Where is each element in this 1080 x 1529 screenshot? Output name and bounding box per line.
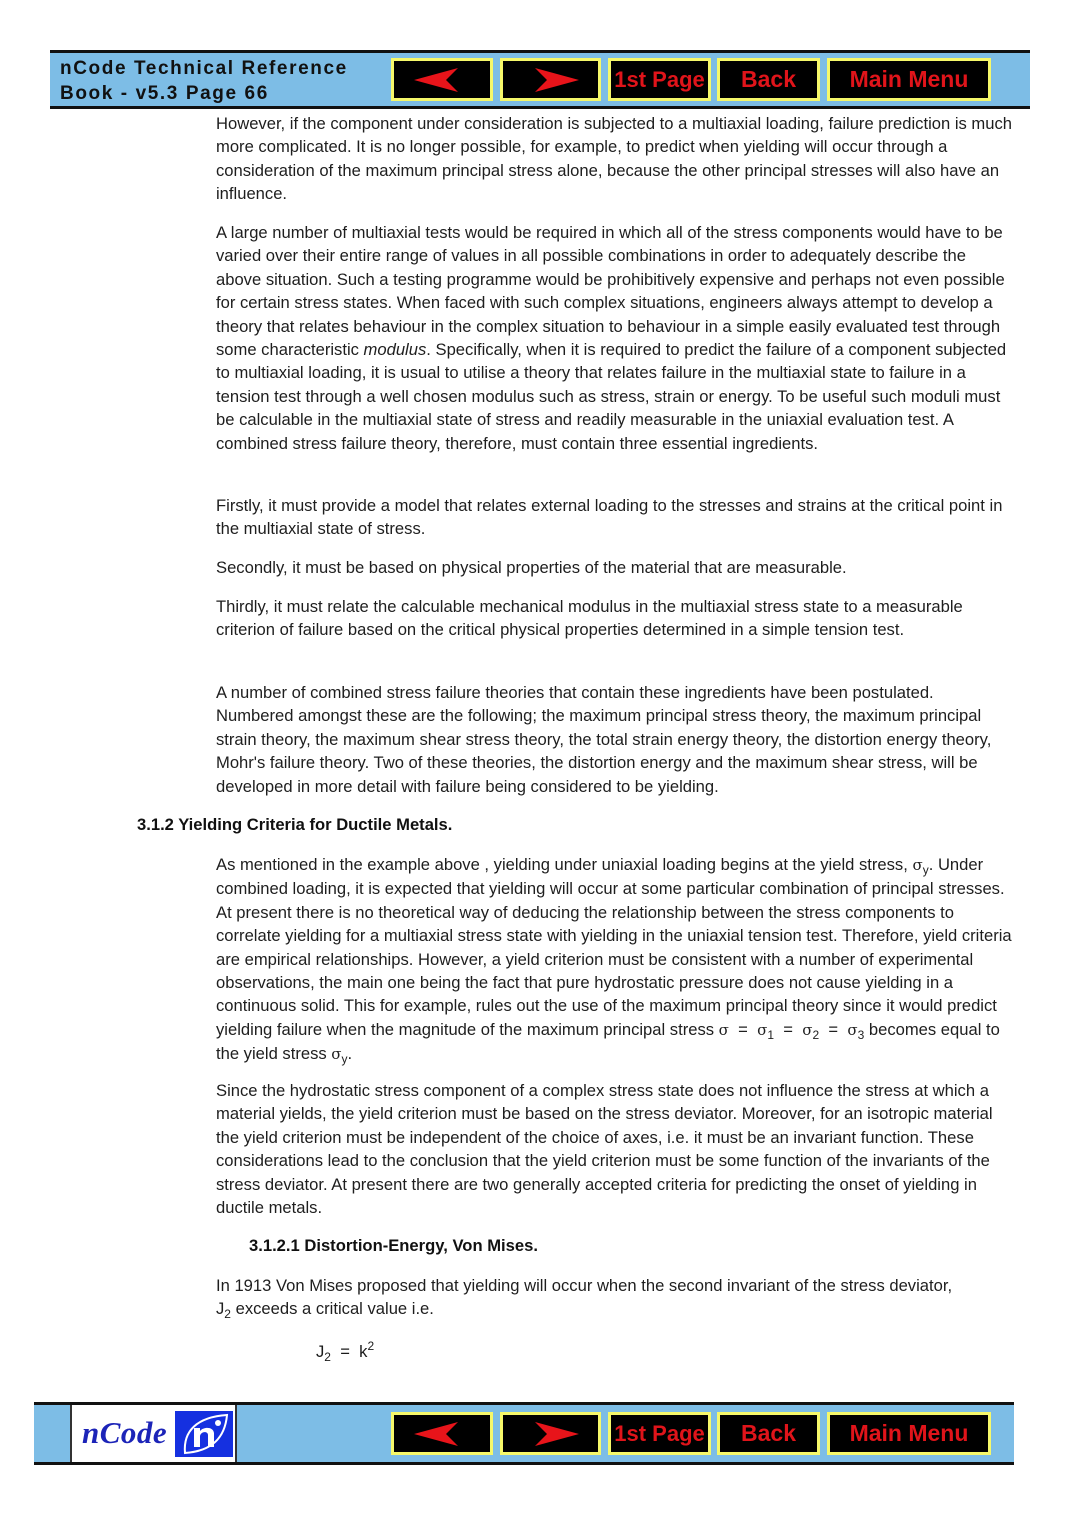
header-nav-bar	[50, 50, 1030, 109]
paragraph-multiaxial-intro: However, if the component under consideration is subjected to a multiaxial loading, failure prediction is much more complicated. It is no longer possible, for example, to predict when yielding will occur through a consideration of the maximum principal stress alone, because the other principal stresses will also have an influence.	[216, 114, 1013, 204]
first-page-button[interactable]: 1st Page	[608, 58, 711, 101]
main-menu-button[interactable]: Main Menu	[827, 58, 991, 101]
ncode-logo	[70, 1405, 237, 1462]
right-arrow-icon	[521, 68, 581, 92]
paragraph-stress-deviator: Since the hydrostatic stress component of a complex stress state does not influence the stress at which a material yields, the yield criterion must be based on the stress deviator. Moreover, for an isotropic material the yield criterion must be independent of the choice of axes, i.e. it must be an invariant function. These considerations lead to the conclusion that the yield criterion must be some function of the invariants of the stress deviator. At present there are two generally accepted criteria for predicting the onset of yielding in ductile metals.	[216, 1081, 993, 1218]
back-button[interactable]: Back	[717, 58, 820, 101]
paragraph-failure-theories: A number of combined stress failure theories that contain these ingredients have been postulated. Numbered amongst these are the following; the maximum principal stress theory, the maximum principal strain theory, the maximum shear stress theory, the total strain energy theory, the distortion energy theory, Mohr's failure theory. Two of these theories, the distortion energy and the maximum shear stress, will be developed in more detail with failure being considered to be yielding.	[216, 683, 992, 796]
ncode-logo-text: nCode	[82, 1415, 168, 1450]
paragraph-von-mises: In 1913 Von Mises proposed that yielding will occur when the second invariant of the stress deviator, $J_2$ exceeds a critical value i.e.	[216, 1276, 953, 1322]
emphasis-modulus: modulus	[363, 340, 427, 360]
footer-next-page-button[interactable]	[500, 1412, 601, 1455]
section-heading-yielding-criteria: 3.1.2 Yielding Criteria for Ductile Metals.	[137, 815, 453, 834]
paragraph-firstly: Firstly, it must provide a model that relates external loading to the stresses and strains at the critical point in the multiaxial state of stress.	[216, 496, 1003, 539]
ncode-logo-mark-icon	[175, 1411, 233, 1457]
document-title-line1: nCode Technical Reference	[60, 58, 348, 79]
next-page-button[interactable]	[500, 58, 601, 101]
previous-page-button[interactable]	[391, 58, 493, 101]
footer-nav-bar	[34, 1402, 1014, 1465]
footer-previous-page-button[interactable]	[391, 1412, 493, 1455]
left-arrow-icon	[412, 68, 472, 92]
paragraph-multiaxial-tests: A large number of multiaxial tests would be required in which all of the stress components would have to be varied over their entire range of values in all possible combinations in order to adequately describe the above situation. Such a testing programme would be prohibitively expensive and perhaps not even possible for certain stress states. When faced with such complex situations, engineers always attempt to develop a theory that relates behaviour in the complex situation to behaviour in a simple easily evaluated test through some characteristic modulus. Specifically, when it is required to predict the failure of a component subjected to multiaxial loading, it is usual to utilise a theory that relates failure in the multiaxial state to failure in a tension test through a well chosen modulus such as stress, strain or energy. To be useful such moduli must be calculable in the multiaxial state of stress and readily measurable in the uniaxial evaluation test. A combined stress failure theory, therefore, must contain three essential ingredients.	[216, 223, 1007, 453]
footer-main-menu-button[interactable]: Main Menu	[827, 1412, 991, 1455]
paragraph-secondly: Secondly, it must be based on physical properties of the material that are measurable.	[216, 558, 847, 577]
left-arrow-icon	[412, 1422, 472, 1446]
document-title	[60, 56, 348, 106]
subsection-heading-von-mises: 3.1.2.1 Distortion-Energy, Von Mises.	[249, 1236, 538, 1255]
right-arrow-icon	[521, 1422, 581, 1446]
footer-first-page-button[interactable]: 1st Page	[608, 1412, 711, 1455]
equation-von-mises: $J_2 = k^2$	[316, 1339, 375, 1364]
paragraph-thirdly: Thirdly, it must relate the calculable mechanical modulus in the multiaxial stress state to a measurable criterion of failure based on the critical physical properties determined in a simple tension test.	[216, 597, 963, 640]
document-page-indicator: Book - v5.3 Page 66	[60, 83, 269, 104]
paragraph-yield-stress: As mentioned in the example above , yielding under uniaxial loading begins at the yield stress, $\sigma_y$. Under combined loading, it is expected that yielding will occur at some particular combination of principal stresses. At present there is no theoretical way of deducing the relationship between the stress components to correlate yielding for a multiaxial stress state with yielding in the uniaxial tension test. Therefore, yield criteria are empirical relationships. However, a yield criterion must be consistent with a number of experimental observations, the main one being the fact that pure hydrostatic pressure does not cause yielding in a continuous solid. This for example, rules out the use of the maximum principal theory since it would predict yielding failure when the magnitude of the maximum principal stress $\sigma = \sigma_1 = \sigma_2 = \sigma_3$ becomes equal to the yield stress $\sigma_y$.	[216, 855, 1012, 1067]
footer-back-button[interactable]: Back	[717, 1412, 820, 1455]
